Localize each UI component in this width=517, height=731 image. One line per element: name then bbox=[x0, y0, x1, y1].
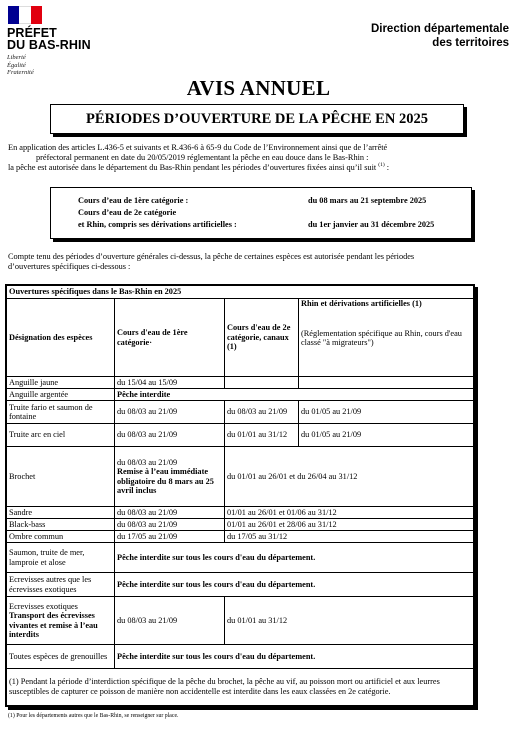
species-name: Anguille jaune bbox=[7, 377, 115, 389]
rhin-period: du 01/05 au 21/09 bbox=[299, 424, 474, 447]
all-period: Pêche interdite bbox=[115, 389, 474, 401]
intro-line3 bbox=[8, 163, 510, 173]
republic-motto bbox=[7, 54, 34, 77]
table-row bbox=[7, 389, 474, 401]
header-cat1: Cours d'eau de 1ère catégorie· bbox=[115, 299, 225, 377]
compte-paragraph bbox=[8, 252, 510, 272]
cat2-period: du 08/03 au 21/09 bbox=[225, 401, 299, 424]
header-rhin-note: (Réglementation spécifique au Rhin, cours d'eau classé "à migrateurs") bbox=[301, 328, 462, 347]
species-name: Ecrevisses autres que les écrevisses exotiques bbox=[7, 573, 115, 597]
header-species: Désignation des espèces bbox=[7, 299, 115, 377]
table-note: (1) Pendant la période d’interdiction spécifique de la pêche du brochet, la pêche au vif, au poisson mort ou artificiel et aux leurres susceptibles de capturer ce poisson de manière non accidentelle est interdite dans les eaux classées en 2e catégorie. bbox=[7, 669, 474, 706]
cat2-rhin-period: du 17/05 au 31/12 bbox=[225, 531, 474, 543]
table-row bbox=[7, 531, 474, 543]
table-caption: Ouvertures spécifiques dans le Bas-Rhin en 2025 bbox=[7, 286, 474, 299]
species-name bbox=[7, 597, 115, 645]
page-footnote: (1) Pour les départements autres que le Bas-Rhin, se renseigner sur place. bbox=[8, 713, 179, 719]
intro-paragraph bbox=[8, 143, 510, 173]
cat1-period: du 08/03 au 21/09 bbox=[115, 597, 225, 645]
cat1-period: du 15/04 au 15/09 bbox=[115, 377, 225, 389]
cat1-period: du 08/03 au 21/09 bbox=[115, 401, 225, 424]
compte-line2: d’ouvertures spécifiques ci-dessous : bbox=[8, 262, 131, 271]
table-row bbox=[7, 401, 474, 424]
direction-line2: des territoires bbox=[432, 37, 509, 49]
species-name: Ombre commun bbox=[7, 531, 115, 543]
intro-line1: En application des articles L.436-5 et suivants et R.436-6 à 65-9 du Code de l’Environnement ainsi que de l’arrêté bbox=[8, 143, 388, 152]
cat2-rhin-period: du 01/01 au 31/12 bbox=[225, 597, 474, 645]
subtitle: PÉRIODES D’OUVERTURE DE LA PÊCHE EN 2025 bbox=[86, 110, 428, 127]
general-row-3 bbox=[78, 220, 465, 230]
table-row bbox=[7, 447, 474, 507]
general-row3-label: et Rhin, compris ses dérivations artificielles : bbox=[78, 220, 237, 229]
cat1-period: du 08/03 au 21/09 bbox=[115, 424, 225, 447]
cat2-period: du 01/01 au 31/12 bbox=[225, 424, 299, 447]
brochet-remise-note: Remise à l’eau immédiate obligatoire du 8 mars au 25 avril inclus bbox=[117, 467, 214, 495]
table-row bbox=[7, 424, 474, 447]
page-title: AVIS ANNUEL bbox=[186, 76, 331, 100]
marianne-flag-icon bbox=[8, 6, 42, 24]
cat1-period: du 17/05 au 21/09 bbox=[115, 531, 225, 543]
species-name: Brochet bbox=[7, 447, 115, 507]
brochet-period: du 08/03 au 21/09 bbox=[117, 457, 178, 467]
compte-line1: Compte tenu des périodes d’ouverture générales ci-dessus, la pêche de certaines espèces est autorisée pendant les périodes bbox=[8, 252, 415, 261]
ecrevisses-exo-note: Transport des écrevisses vivantes et remise à l’eau interdits bbox=[9, 611, 98, 639]
motto-egalite: Égalité bbox=[7, 61, 26, 69]
direction-header bbox=[371, 22, 509, 50]
cat2-rhin-period: 01/01 au 26/01 et 28/06 au 31/12 bbox=[225, 519, 474, 531]
species-name: Saumon, truite de mer, lamproie et alose bbox=[7, 543, 115, 573]
all-period: Pêche interdite sur tous les cours d'eau du département. bbox=[115, 543, 474, 573]
table-row bbox=[7, 597, 474, 645]
rhin-period bbox=[299, 377, 474, 389]
motto-liberte: Liberté bbox=[7, 54, 26, 61]
motto-fraternite: Fraternité bbox=[7, 69, 34, 76]
logo-title-line1: PRÉFET bbox=[7, 26, 57, 40]
header-rhin-title: Rhin et dérivations artificielles (1) bbox=[301, 299, 422, 308]
table-row bbox=[7, 377, 474, 389]
general-row1-label: Cours d’eau de 1ère catégorie : bbox=[78, 196, 189, 205]
general-row3-dates: du 1er janvier au 31 décembre 2025 bbox=[308, 220, 435, 229]
intro-footnote-ref: (1) bbox=[378, 162, 385, 169]
table-row bbox=[7, 573, 474, 597]
general-row-1 bbox=[78, 196, 465, 206]
cat1-period: du 08/03 au 21/09 bbox=[115, 519, 225, 531]
all-period: Pêche interdite sur tous les cours d'eau du département. bbox=[115, 573, 474, 597]
openings-table bbox=[6, 285, 474, 706]
logo-title-line2: DU BAS-RHIN bbox=[7, 38, 91, 52]
species-name: Sandre bbox=[7, 507, 115, 519]
cat2-rhin-period: 01/01 au 26/01 et 01/06 au 31/12 bbox=[225, 507, 474, 519]
species-name: Truite fario et saumon de fontaine bbox=[7, 401, 115, 424]
intro-line3-text: la pêche est autorisée dans le département du Bas-Rhin pendant les périodes d’ouvertures fixées ainsi qu’il suit bbox=[8, 163, 377, 172]
intro-line2: préfectoral permanent en date du 20/05/2019 réglementant la pêche en eau douce dans le Bas-Rhin : bbox=[36, 153, 369, 162]
species-name: Black-bass bbox=[7, 519, 115, 531]
species-name: Truite arc en ciel bbox=[7, 424, 115, 447]
header-cat2: Cours d'eau de 2e catégorie, canaux (1) bbox=[225, 299, 299, 377]
cat2-rhin-period: du 01/01 au 26/01 et du 26/04 au 31/12 bbox=[225, 447, 474, 507]
table-row bbox=[7, 507, 474, 519]
header-rhin bbox=[299, 299, 474, 377]
table-row bbox=[7, 543, 474, 573]
cat1-period bbox=[115, 447, 225, 507]
general-row1-dates: du 08 mars au 21 septembre 2025 bbox=[308, 196, 427, 205]
rhin-period: du 01/05 au 21/09 bbox=[299, 401, 474, 424]
cat2-period bbox=[225, 377, 299, 389]
direction-line1: Direction départementale bbox=[370, 23, 509, 35]
species-name: Toutes espèces de grenouilles bbox=[7, 645, 115, 669]
table-row bbox=[7, 645, 474, 669]
general-periods-box bbox=[50, 187, 472, 239]
prefet-logo-title bbox=[7, 27, 91, 51]
ecrevisses-exo-name: Ecrevisses exotiques bbox=[9, 601, 78, 611]
general-row2-label: Cours d’eau de 2e catégorie bbox=[78, 208, 177, 217]
subtitle-box bbox=[50, 104, 464, 134]
general-row-2 bbox=[78, 208, 465, 218]
all-period: Pêche interdite sur tous les cours d'eau du département. bbox=[115, 645, 474, 669]
table-row bbox=[7, 519, 474, 531]
intro-line3-end: : bbox=[384, 163, 390, 172]
species-name: Anguille argentée bbox=[7, 389, 115, 401]
cat1-period: du 08/03 au 21/09 bbox=[115, 507, 225, 519]
